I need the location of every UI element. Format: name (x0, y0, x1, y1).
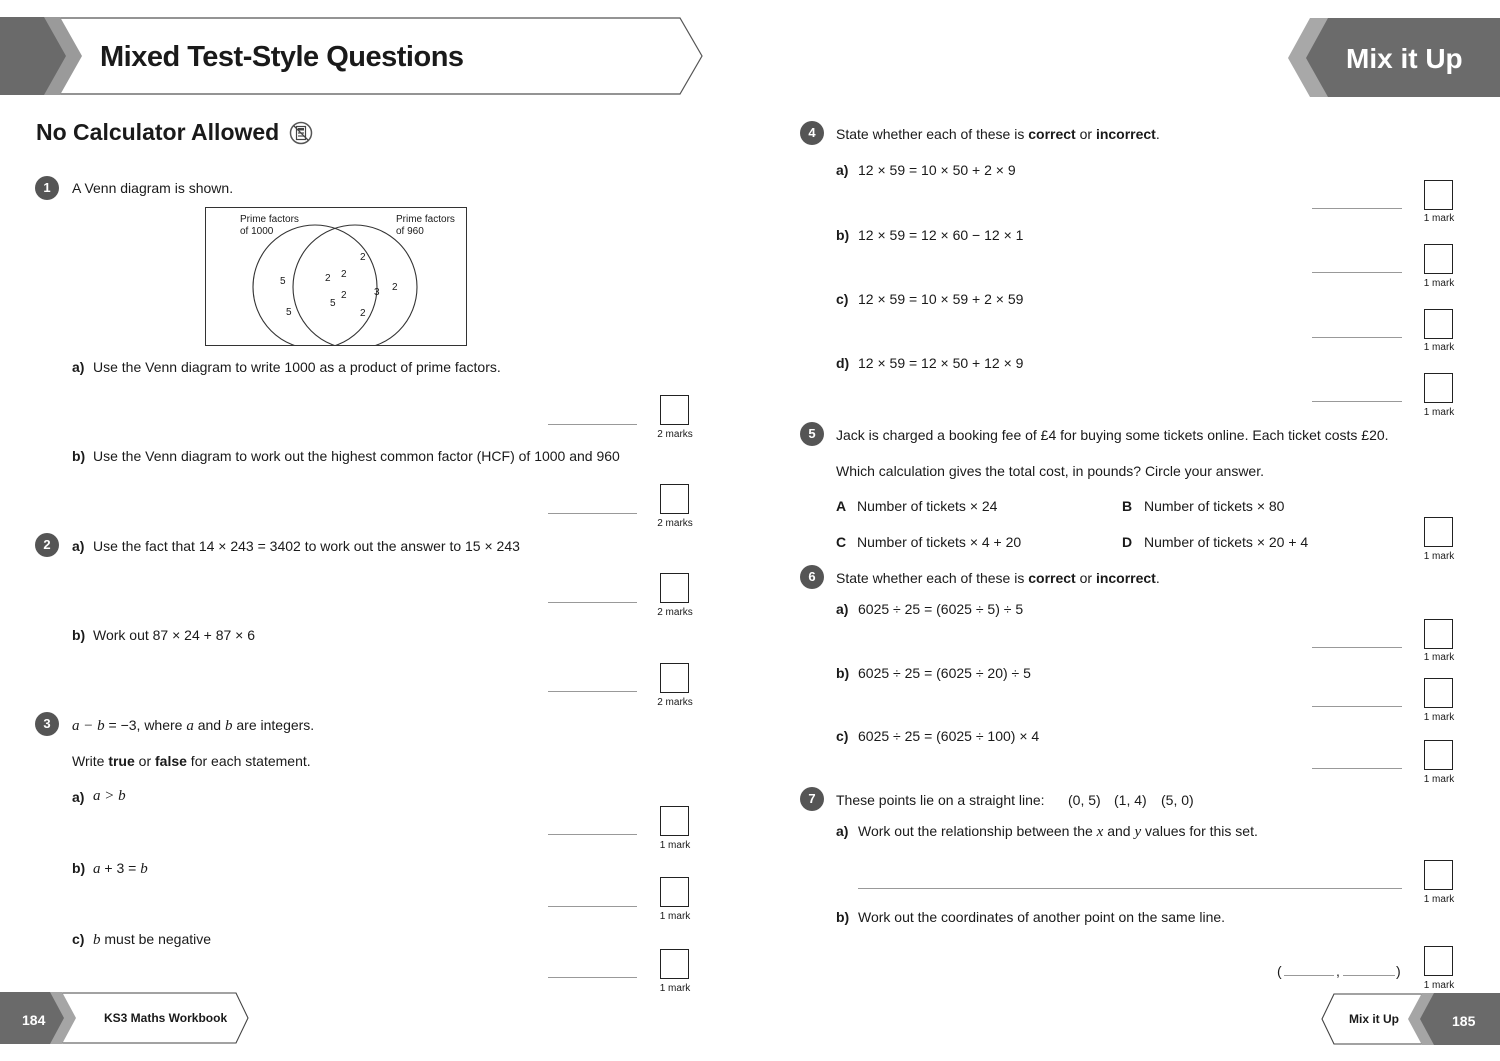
q4b-label: b) (836, 227, 850, 243)
q3c-answer-line[interactable] (548, 977, 637, 978)
tab-title: Mix it Up (1346, 43, 1463, 74)
q5-option-text[interactable]: Number of tickets × 24 (857, 498, 998, 514)
q3b-expr: a + 3 = b (93, 860, 148, 877)
q7b-y-answer-line[interactable] (1343, 975, 1395, 976)
q7b-x-answer-line[interactable] (1284, 975, 1334, 976)
q5-option-letter: A (836, 498, 847, 514)
q6b-mark-box[interactable] (1424, 678, 1453, 708)
q6c-mark-box[interactable] (1424, 740, 1453, 770)
q7a-mark-box[interactable] (1424, 860, 1453, 890)
question-6-number: 6 (800, 565, 824, 589)
q3c-marks: 1 mark (659, 983, 691, 994)
venn-value: 2 (341, 290, 347, 301)
q2a-answer-line[interactable] (548, 602, 637, 603)
q4a-label: a) (836, 162, 849, 178)
q6b-answer-line[interactable] (1312, 706, 1402, 707)
q3c-label: c) (72, 931, 85, 947)
q7a-answer-line[interactable] (858, 888, 1402, 889)
q6b-label: b) (836, 665, 850, 681)
q2a-mark-box[interactable] (660, 573, 689, 603)
q4d-text: 12 × 59 = 12 × 50 + 12 × 9 (858, 355, 1024, 371)
question-2-number: 2 (35, 533, 59, 557)
q7a-text: Work out the relationship between the x and y values for this set. (858, 823, 1258, 840)
question-5-number: 5 (800, 422, 824, 446)
q7-point: (5, 0) (1161, 792, 1194, 808)
q6c-label: c) (836, 728, 849, 744)
q5-marks: 1 mark (1423, 551, 1455, 562)
q3a-label: a) (72, 789, 85, 805)
q4-stem: State whether each of these is correct or incorrect. (836, 126, 1160, 142)
q6a-mark-box[interactable] (1424, 619, 1453, 649)
q5-stem: Jack is charged a booking fee of £4 for buying some tickets online. Each ticket costs £20. (836, 427, 1389, 443)
calculator-crossed-icon (289, 121, 313, 145)
q4d-mark-box[interactable] (1424, 373, 1453, 403)
q7b-text: Work out the coordinates of another point on the same line. (858, 909, 1226, 925)
q3a-answer-line[interactable] (548, 834, 637, 835)
q3c-text: b must be negative (93, 931, 212, 948)
q2b-label: b) (72, 627, 86, 643)
q7b-mark-box[interactable] (1424, 946, 1453, 976)
q1a-answer-line[interactable] (548, 424, 637, 425)
venn-value: 5 (286, 307, 292, 318)
q7b-close-paren: ) (1396, 963, 1401, 979)
q6a-text: 6025 ÷ 25 = (6025 ÷ 5) ÷ 5 (858, 601, 1024, 617)
q6c-answer-line[interactable] (1312, 768, 1402, 769)
q2b-answer-line[interactable] (548, 691, 637, 692)
q4b-answer-line[interactable] (1312, 272, 1402, 273)
q2a-marks: 2 marks (657, 607, 693, 618)
q4c-mark-box[interactable] (1424, 309, 1453, 339)
left-page-number: 184 (22, 1012, 46, 1028)
venn-label-right: Prime factors of 960 (396, 214, 455, 237)
q2a-label: a) (72, 538, 85, 554)
question-3-number: 3 (35, 712, 59, 736)
q4c-answer-line[interactable] (1312, 337, 1402, 338)
q1-stem: A Venn diagram is shown. (72, 180, 234, 196)
q4d-answer-line[interactable] (1312, 401, 1402, 402)
q5-option-text[interactable]: Number of tickets × 80 (1144, 498, 1285, 514)
q4a-answer-line[interactable] (1312, 208, 1402, 209)
q3a-mark-box[interactable] (660, 806, 689, 836)
q1b-answer-line[interactable] (548, 513, 637, 514)
q5-option-letter: D (1122, 534, 1133, 550)
question-4-number: 4 (800, 121, 824, 145)
q3a-marks: 1 mark (659, 840, 691, 851)
q6-stem: State whether each of these is correct or incorrect. (836, 570, 1160, 586)
q7b-comma: , (1336, 963, 1340, 979)
q1a-label: a) (72, 359, 85, 375)
q4c-label: c) (836, 291, 849, 307)
q1b-marks: 2 marks (657, 518, 693, 529)
q4d-label: d) (836, 355, 850, 371)
q5-option-letter: B (1122, 498, 1133, 514)
venn-value: 5 (330, 298, 336, 309)
venn-value: 2 (360, 308, 366, 319)
page-title: Mixed Test-Style Questions (100, 41, 464, 73)
q7b-open-paren: ( (1277, 963, 1282, 979)
q4a-mark-box[interactable] (1424, 180, 1453, 210)
q2a-text: Use the fact that 14 × 243 = 3402 to work out the answer to 15 × 243 (93, 538, 520, 554)
q5-question: Which calculation gives the total cost, in pounds? Circle your answer. (836, 463, 1264, 479)
q6a-label: a) (836, 601, 849, 617)
q1b-mark-box[interactable] (660, 484, 689, 514)
q6a-marks: 1 mark (1423, 652, 1455, 663)
q6b-text: 6025 ÷ 25 = (6025 ÷ 20) ÷ 5 (858, 665, 1031, 681)
q4d-marks: 1 mark (1423, 407, 1455, 418)
q7b-label: b) (836, 909, 850, 925)
q1a-text: Use the Venn diagram to write 1000 as a product of prime factors. (93, 359, 501, 375)
venn-label-left: Prime factors of 1000 (240, 214, 299, 237)
q3c-mark-box[interactable] (660, 949, 689, 979)
q4c-marks: 1 mark (1423, 342, 1455, 353)
q4b-mark-box[interactable] (1424, 244, 1453, 274)
venn-value: 2 (325, 273, 331, 284)
q3b-label: b) (72, 860, 86, 876)
q6c-marks: 1 mark (1423, 774, 1455, 785)
q6a-answer-line[interactable] (1312, 647, 1402, 648)
q3b-marks: 1 mark (659, 911, 691, 922)
q3a-expr: a > b (93, 788, 126, 804)
q6b-marks: 1 mark (1423, 712, 1455, 723)
q4a-marks: 1 mark (1423, 213, 1455, 224)
q2b-text: Work out 87 × 24 + 87 × 6 (93, 627, 256, 643)
q7-stem: These points lie on a straight line: (836, 792, 1045, 808)
q4b-marks: 1 mark (1423, 278, 1455, 289)
q1b-text: Use the Venn diagram to work out the highest common factor (HCF) of 1000 and 960 (93, 448, 620, 464)
question-1-number: 1 (35, 176, 59, 200)
q3b-mark-box[interactable] (660, 877, 689, 907)
q2b-mark-box[interactable] (660, 663, 689, 693)
right-page-number: 185 (1452, 1013, 1476, 1029)
q7b-marks: 1 mark (1423, 980, 1455, 991)
question-7-number: 7 (800, 787, 824, 811)
section-heading: No Calculator Allowed (36, 119, 280, 145)
q7a-marks: 1 mark (1423, 894, 1455, 905)
q1a-mark-box[interactable] (660, 395, 689, 425)
q5-option-text[interactable]: Number of tickets × 20 + 4 (1144, 534, 1309, 550)
q1a-marks: 2 marks (657, 429, 693, 440)
q7-point: (1, 4) (1114, 792, 1147, 808)
q7a-label: a) (836, 823, 849, 839)
q4a-text: 12 × 59 = 10 × 50 + 2 × 9 (858, 162, 1016, 178)
footer-section-title: Mix it Up (1349, 1012, 1399, 1026)
q2b-marks: 2 marks (657, 697, 693, 708)
q3-stem: a − b = −3, where a and b are integers. (72, 717, 315, 734)
q3b-answer-line[interactable] (548, 906, 637, 907)
q6c-text: 6025 ÷ 25 = (6025 ÷ 100) × 4 (858, 728, 1040, 744)
venn-value: 2 (360, 252, 366, 263)
venn-value: 2 (392, 282, 398, 293)
q7-point: (0, 5) (1068, 792, 1101, 808)
venn-value: 2 (341, 269, 347, 280)
q5-option-letter: C (836, 534, 847, 550)
q4b-text: 12 × 59 = 12 × 60 − 12 × 1 (858, 227, 1024, 243)
q5-option-text[interactable]: Number of tickets × 4 + 20 (857, 534, 1022, 550)
q4c-text: 12 × 59 = 10 × 59 + 2 × 59 (858, 291, 1024, 307)
footer-book-title: KS3 Maths Workbook (104, 1011, 228, 1025)
venn-value: 5 (280, 276, 286, 287)
venn-value: 3 (374, 287, 380, 298)
q3-instruction: Write true or false for each statement. (72, 753, 311, 769)
q5-mark-box[interactable] (1424, 517, 1453, 547)
q1b-label: b) (72, 448, 86, 464)
